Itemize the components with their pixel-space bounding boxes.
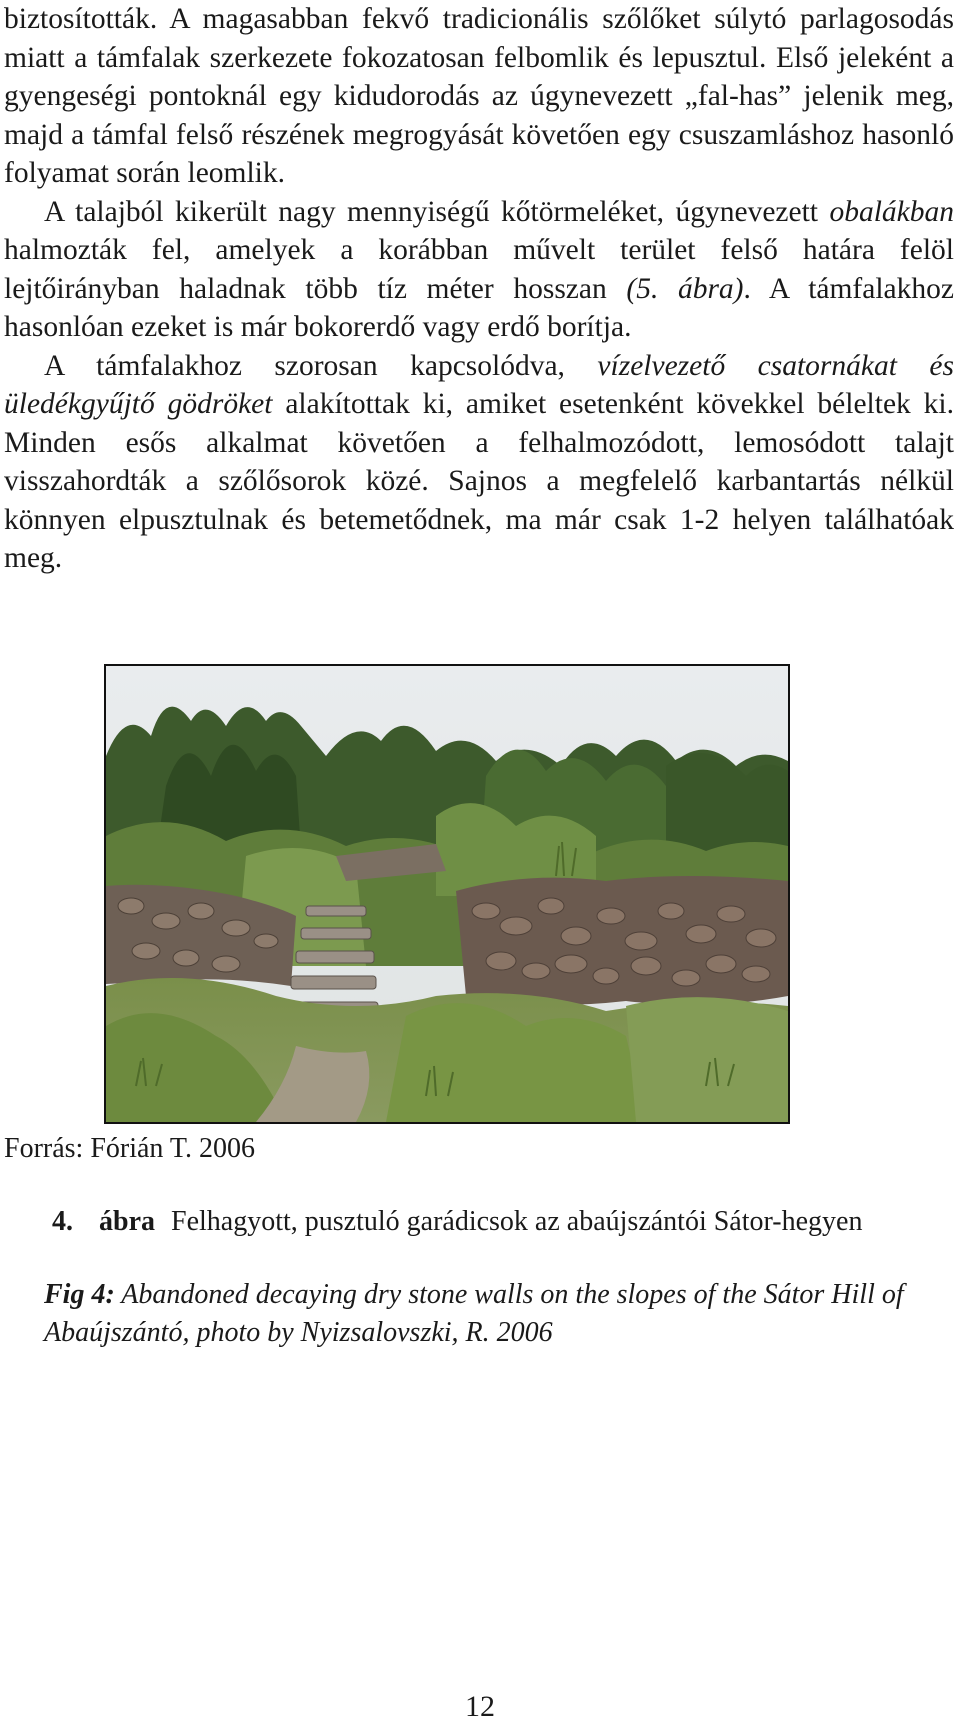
- term-drainage-channels: vízelvezető csatornákat és üledékgyűjtő gödröket: [4, 349, 954, 420]
- figure-photo: [104, 664, 790, 1124]
- paragraph-2: [4, 193, 954, 347]
- figure-caption-hungarian: [52, 1206, 862, 1238]
- paragraph-3-text-a: A támfalakhoz szorosan kapcsolódva,: [44, 349, 598, 382]
- figure-caption-en-text: Abandoned decaying dry stone walls on the slopes of the Sátor Hill of Abaújszántó, photo by Nyizsalovszki, R. 2006: [44, 1279, 904, 1348]
- page-number: 12: [465, 1690, 495, 1723]
- figure-caption-english: [44, 1276, 924, 1352]
- figure-reference: (5. ábra): [626, 272, 744, 305]
- paragraph-2-text-c: . A támfalakhoz hasonlóan ezeket is már bokorerdő vagy erdő borítja.: [4, 272, 954, 343]
- figure-source: Forrás: Fórián T. 2006: [4, 1133, 255, 1164]
- figure-label: ábra: [99, 1206, 155, 1237]
- document-page: [4, 0, 954, 578]
- paragraph-3: [4, 347, 954, 578]
- paragraph-2-text-b: halmozták fel, amelyek a korábban művelt terület felső határa felöl lejtőirányban haladnak több tíz méter hosszan: [4, 234, 954, 305]
- paragraph-1: biztosították. A magasabban fekvő tradicionális szőlőket súlytó parlagosodás miatt a támfalak szerkezete fokozatosan felbomlik és lepusztul. Első jeleként a gyengeségi pontoknál egy kidudorodás az úgynevezett „fal-has” jelenik meg, majd a támfal felső részének megrogyását követően egy csuszamláshoz hasonló folyamat során leomlik.: [4, 3, 954, 189]
- paragraph-2-text-a: A talajból kikerült nagy mennyiségű kőtörmeléket, úgynevezett: [44, 195, 830, 228]
- figure-caption-text: Felhagyott, pusztuló garádicsok az abaújszántói Sátor-hegyen: [171, 1206, 863, 1237]
- figure-caption-en-lead: Fig 4:: [44, 1279, 115, 1310]
- term-obalakban: obalákban: [829, 195, 954, 228]
- paragraph-3-text-b: alakítottak ki, amiket esetenként kövekkel béleltek ki. Minden esős alkalmat követően a felhalmozódott, lemosódott talajt visszahordták a szőlősorok közé. Sajnos a megfelelő karbantartás nélkül könnyen elpusztulnak és betemetődnek, ma már csak 1-2 helyen találhatóak meg.: [4, 388, 954, 574]
- figure-number: 4.: [52, 1206, 73, 1237]
